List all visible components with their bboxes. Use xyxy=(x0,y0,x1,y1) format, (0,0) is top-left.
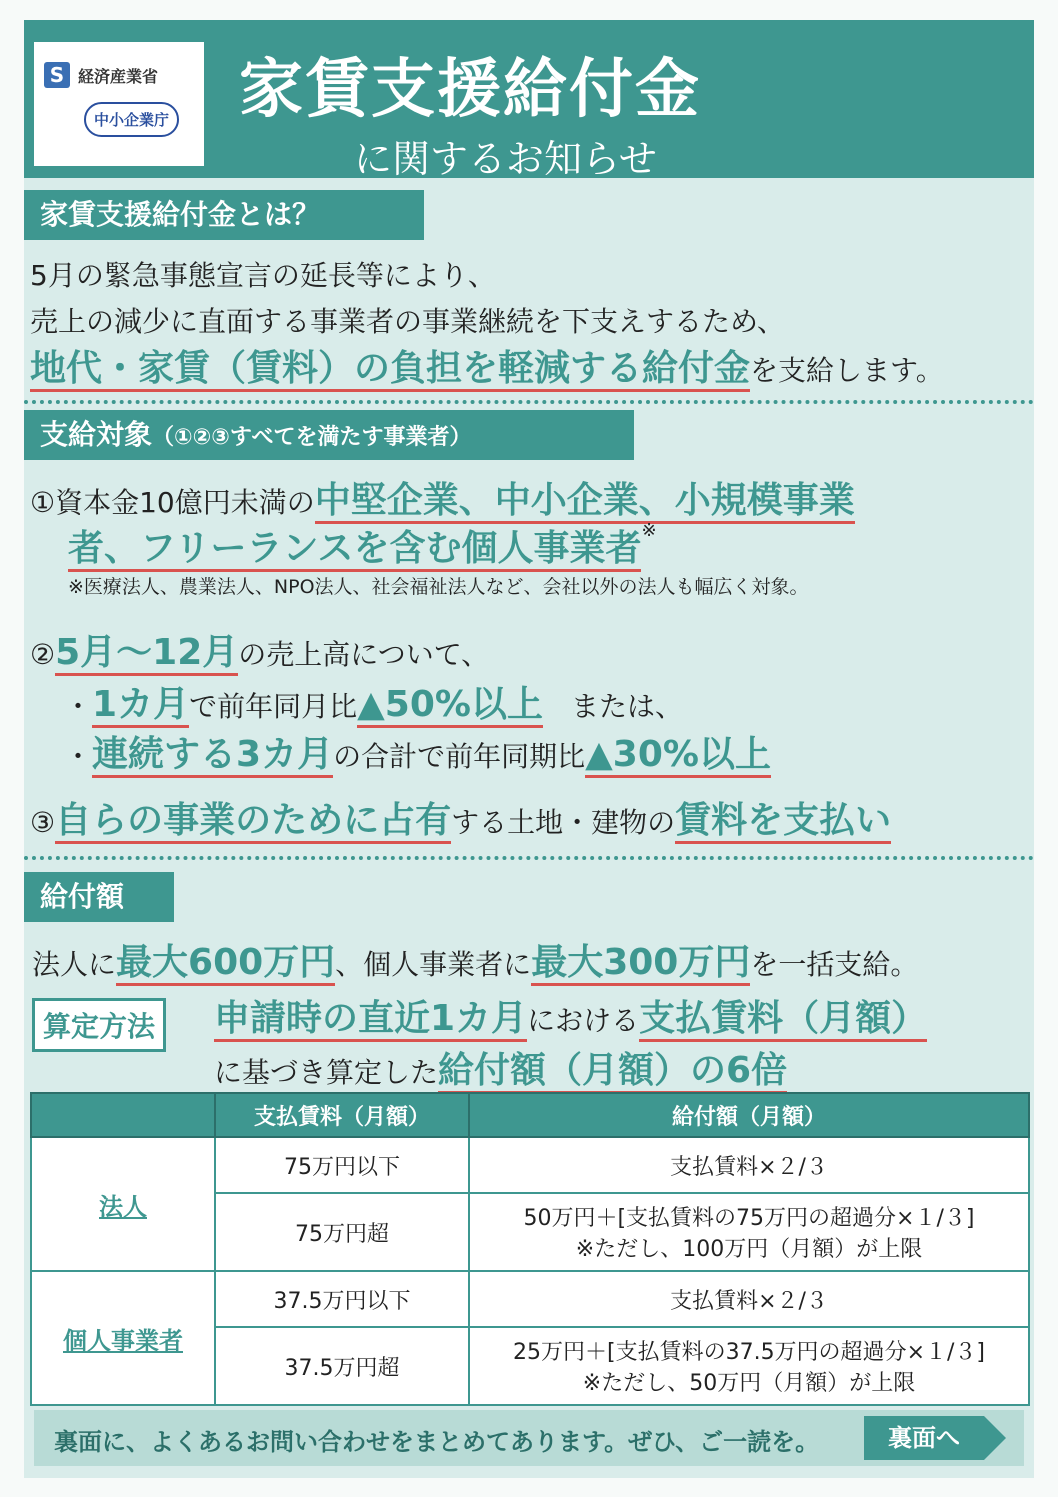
benefit-cap: ※ただし、50万円（月額）が上限 xyxy=(582,1371,916,1396)
row-label-individual: 個人事業者 xyxy=(31,1271,215,1405)
method-highlight-2: 支払賃料（月額） xyxy=(639,998,927,1042)
condition-2-prefix: ② xyxy=(30,638,56,671)
calculation-method-tag: 算定方法 xyxy=(32,998,166,1052)
amount-suffix: を一括支給。 xyxy=(750,948,919,981)
benefit-table xyxy=(30,1092,1030,1406)
rent-cell: 37.5万円超 xyxy=(215,1327,469,1405)
method-mid: における xyxy=(527,1004,640,1037)
row-label-corporation: 法人 xyxy=(31,1137,215,1271)
amount-ind-max: 最大300万円 xyxy=(531,942,750,986)
condition-3-highlight-1: 自らの事業のために占有 xyxy=(55,800,451,844)
benefit-cap: ※ただし、100万円（月額）が上限 xyxy=(575,1237,923,1262)
header-banner xyxy=(24,20,1034,181)
section-heading-eligibility xyxy=(24,410,634,460)
table-header-row xyxy=(31,1093,1029,1137)
condition-1-mark: ※ xyxy=(641,520,657,541)
condition-1-note: ※医療法人、農業法人、NPO法人、社会福祉法人など、会社以外の法人も幅広く対象。 xyxy=(68,576,809,598)
benefit-cell xyxy=(469,1193,1029,1271)
condition-2a-line xyxy=(64,676,683,727)
about-line-3-rest: を支給します。 xyxy=(750,354,944,387)
amount-corp-prefix: 法人に xyxy=(32,948,117,981)
condition-1-prefix: ①資本金10億円未満の xyxy=(30,486,315,519)
back-page-button[interactable]: 裏面へ xyxy=(864,1416,984,1460)
amount-line xyxy=(32,934,918,985)
condition-1-highlight-2: 者、フリーランスを含む個人事業者 xyxy=(68,528,641,572)
flyer-page xyxy=(24,20,1034,1478)
condition-3-prefix: ③ xyxy=(30,806,56,839)
ministry-name: 経済産業省 xyxy=(78,67,159,86)
table-header-cell: 給付額（月額） xyxy=(469,1093,1029,1137)
agency-logo xyxy=(34,42,204,166)
condition-2a-highlight-2: ▲50%以上 xyxy=(357,684,543,728)
divider xyxy=(24,856,1034,860)
benefit-formula: 50万円＋[支払賃料の75万円の超過分×１/３] xyxy=(523,1206,975,1231)
condition-2a-bullet: ・ xyxy=(64,690,93,723)
condition-3-line xyxy=(30,792,891,843)
page-subtitle: に関するお知らせ xyxy=(354,137,657,181)
condition-2b-highlight-1: 連続する3カ月 xyxy=(92,734,333,778)
agency-name: 中小企業庁 xyxy=(84,102,179,137)
divider xyxy=(24,400,1034,404)
table-row xyxy=(31,1271,1029,1327)
condition-2-rest: の売上高について、 xyxy=(238,638,490,671)
eligibility-heading-note: （①②③すべてを満たす事業者） xyxy=(152,425,472,450)
section-heading-amount: 給付額 xyxy=(24,872,174,922)
about-line-1: 5月の緊急事態宣言の延長等により、 xyxy=(30,259,496,292)
method-line-2 xyxy=(214,1042,787,1093)
condition-2b-mid: の合計で前年同期比 xyxy=(333,740,586,773)
method-line-1 xyxy=(214,990,927,1041)
method-highlight-1: 申請時の直近1カ月 xyxy=(214,998,527,1042)
condition-1-line-2 xyxy=(68,520,657,571)
condition-1-highlight-1: 中堅企業、中小企業、小規模事業 xyxy=(315,480,855,524)
condition-2-line xyxy=(30,624,489,675)
table-header-cell: 支払賃料（月額） xyxy=(215,1093,469,1137)
benefit-cell: 支払賃料×２/３ xyxy=(469,1137,1029,1193)
eligibility-heading-label: 支給対象 xyxy=(40,418,153,451)
rent-cell: 37.5万円以下 xyxy=(215,1271,469,1327)
table-row xyxy=(31,1137,1029,1193)
about-line-3 xyxy=(30,340,944,391)
arrow-right-icon xyxy=(984,1416,1006,1460)
condition-3-mid: する土地・建物の xyxy=(451,806,676,839)
benefit-cell: 支払賃料×２/３ xyxy=(469,1271,1029,1327)
meti-logo-icon: S xyxy=(44,62,70,88)
page-title: 家賃支援給付金 xyxy=(239,53,701,127)
condition-2b-highlight-2: ▲30%以上 xyxy=(585,734,771,778)
condition-2a-rest: または、 xyxy=(542,690,683,723)
benefit-formula: 25万円＋[支払賃料の37.5万円の超過分×１/３] xyxy=(513,1340,985,1365)
table-header-cell xyxy=(31,1093,215,1137)
footer-banner xyxy=(34,1410,1024,1466)
condition-1-line-1 xyxy=(30,472,855,523)
amount-ind-prefix: 、個人事業者に xyxy=(335,948,532,981)
about-line-2: 売上の減少に直面する事業者の事業継続を下支えするため、 xyxy=(30,305,785,338)
condition-2a-mid: で前年同月比 xyxy=(189,690,358,723)
rent-cell: 75万円超 xyxy=(215,1193,469,1271)
condition-3-highlight-2: 賃料を支払い xyxy=(675,800,891,844)
rent-cell: 75万円以下 xyxy=(215,1137,469,1193)
method-prefix: に基づき算定した xyxy=(214,1056,439,1089)
benefit-cell xyxy=(469,1327,1029,1405)
condition-2b-line xyxy=(64,726,771,777)
section-heading-about: 家賃支援給付金とは？ xyxy=(24,190,424,240)
amount-corp-max: 最大600万円 xyxy=(116,942,335,986)
footer-message: 裏面に、よくあるお問い合わせをまとめてあります。ぜひ、ご一読を。 xyxy=(54,1428,820,1456)
condition-2-period: 5月～12月 xyxy=(55,632,238,676)
method-highlight-3: 給付額（月額）の6倍 xyxy=(438,1050,787,1094)
condition-2a-highlight-1: 1カ月 xyxy=(92,684,189,728)
condition-2b-bullet: ・ xyxy=(64,740,93,773)
about-highlight: 地代・家賃（賃料）の負担を軽減する給付金 xyxy=(30,348,750,392)
